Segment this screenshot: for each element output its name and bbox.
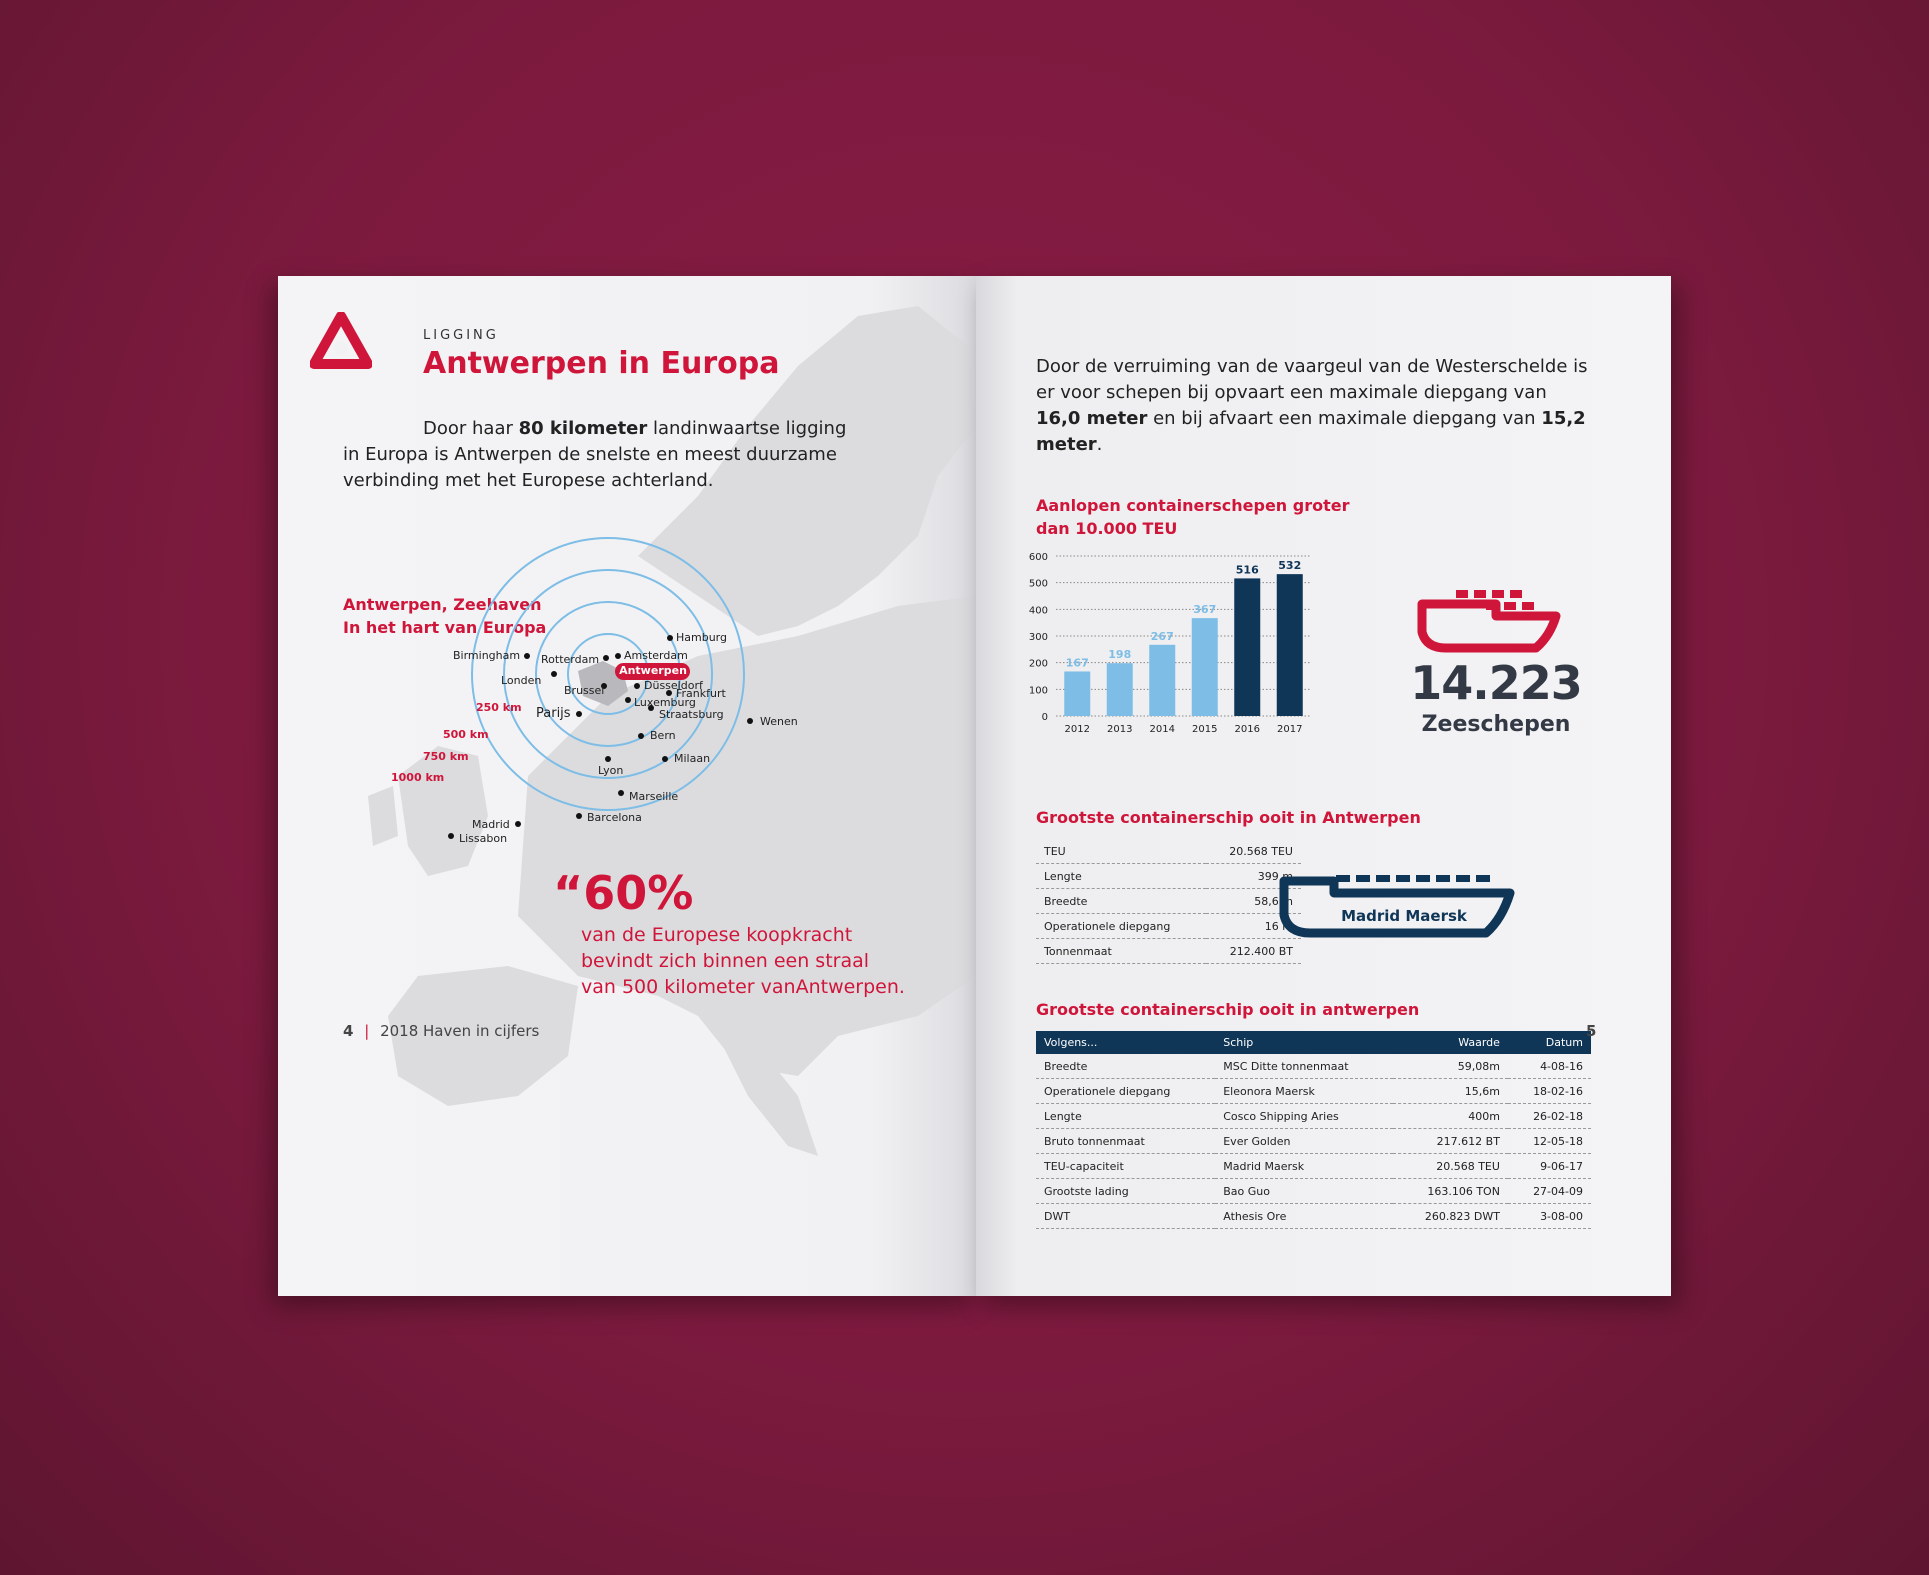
ship-specs-table xyxy=(1036,839,1301,964)
spec-row xyxy=(1036,939,1301,964)
y-tick-label: 600 xyxy=(1028,552,1048,563)
bar-value-label: 532 xyxy=(1278,559,1302,573)
bar-2012 xyxy=(1064,671,1090,716)
record-value: 20.568 TEU xyxy=(1393,1154,1508,1179)
spec-label: Operationele diepgang xyxy=(1036,914,1206,939)
city-label: Barcelona xyxy=(587,811,642,824)
record-date: 27-04-09 xyxy=(1508,1179,1591,1204)
city-label: Wenen xyxy=(760,715,798,728)
map-title-line-2: In het hart van Europa xyxy=(343,618,547,637)
right-page xyxy=(976,276,1671,1296)
quote-line: bevindt zich binnen een straal xyxy=(581,950,870,972)
bar-value-label: 167 xyxy=(1065,656,1089,670)
y-tick-label: 0 xyxy=(1041,712,1048,723)
city-label: Brussel xyxy=(564,684,605,697)
brochure-spread xyxy=(278,276,1671,1296)
record-value: 163.106 TON xyxy=(1393,1179,1508,1204)
table-row xyxy=(1036,1079,1591,1104)
spec-value: 20.568 TEU xyxy=(1206,839,1301,864)
record-date: 12-05-18 xyxy=(1508,1129,1591,1154)
table-row xyxy=(1036,1104,1591,1129)
bar-2017 xyxy=(1277,574,1303,716)
draft-text-end: . xyxy=(1096,434,1103,455)
record-date: 4-08-16 xyxy=(1508,1054,1591,1079)
quote-line: van 500 kilometer vanAntwerpen. xyxy=(581,976,905,998)
quote-text xyxy=(581,922,905,1000)
spec-label: Tonnenmaat xyxy=(1036,939,1206,964)
draft-bold-a: 16,0 meter xyxy=(1036,408,1148,429)
record-value: 400m xyxy=(1393,1104,1508,1129)
page-number: 5 xyxy=(1586,1022,1597,1040)
draft-paragraph xyxy=(1036,354,1596,458)
y-tick-label: 200 xyxy=(1028,658,1048,670)
y-tick-label: 400 xyxy=(1028,605,1048,617)
x-tick-label: 2016 xyxy=(1234,724,1260,735)
city-label: Düsseldorf xyxy=(644,679,703,692)
x-tick-label: 2013 xyxy=(1107,724,1133,735)
chart-title xyxy=(1036,494,1349,540)
record-ship: MSC Ditte tonnenmaat xyxy=(1215,1054,1393,1079)
city-label: Birmingham xyxy=(453,649,521,662)
intro-post: landinwaartse ligging in Europa is Antwerpen de snelste en meest duurzame verbinding met het Europese achterland. xyxy=(343,418,847,491)
city-label: Frankfurt xyxy=(676,687,726,700)
record-value: 15,6m xyxy=(1393,1079,1508,1104)
bar-value-label: 516 xyxy=(1235,563,1259,577)
record-criterion: DWT xyxy=(1036,1204,1215,1229)
spec-value: 58,6 m xyxy=(1206,889,1301,914)
big-number-label: Zeeschepen xyxy=(1421,712,1571,737)
x-tick-label: 2014 xyxy=(1149,724,1175,735)
city-label: Madrid xyxy=(472,818,510,831)
ring-label-500: 500 km xyxy=(443,728,489,741)
bar-value-label: 198 xyxy=(1108,648,1132,662)
spec-label: Breedte xyxy=(1036,889,1206,914)
x-tick-label: 2012 xyxy=(1064,724,1090,735)
bar-2014 xyxy=(1149,645,1175,716)
page-title: Antwerpen in Europa xyxy=(423,346,780,381)
page-number: 4 xyxy=(343,1022,354,1040)
spec-row xyxy=(1036,914,1301,939)
record-value: 217.612 BT xyxy=(1393,1129,1508,1154)
section-kicker: LIGGING xyxy=(423,328,499,343)
city-label: Luxemburg xyxy=(634,696,696,709)
table-row xyxy=(1036,1204,1591,1229)
chart-title-line-2: dan 10.000 TEU xyxy=(1036,519,1178,538)
y-tick-label: 100 xyxy=(1028,685,1048,697)
draft-bold-b: 15,2 meter xyxy=(1036,408,1586,455)
spec-value: 399 m xyxy=(1206,864,1301,889)
big-number: 14.223 xyxy=(1410,656,1582,710)
map-title-line-1: Antwerpen, Zeehaven xyxy=(343,595,542,614)
intro-pre: Door haar xyxy=(423,418,519,439)
city-label: Marseille xyxy=(629,790,679,803)
draft-text-a: Door de verruiming van de vaargeul van de Westerschelde is er voor schepen bij opvaart een maximale diepgang van xyxy=(1036,356,1588,403)
record-date: 18-02-16 xyxy=(1508,1079,1591,1104)
x-tick-label: 2017 xyxy=(1277,724,1303,735)
quote-line: van de Europese koopkracht xyxy=(581,924,853,946)
table-row xyxy=(1036,1179,1591,1204)
quote-number: 60% xyxy=(583,866,694,920)
container-ship-icon xyxy=(1416,586,1561,656)
record-date: 9-06-17 xyxy=(1508,1154,1591,1179)
city-label: Hamburg xyxy=(676,631,727,644)
left-page xyxy=(278,276,976,1296)
map-center-label: Antwerpen xyxy=(619,664,687,677)
table-row xyxy=(1036,1129,1591,1154)
bar-value-label: 267 xyxy=(1150,629,1174,643)
record-criterion: Lengte xyxy=(1036,1104,1215,1129)
spec-row xyxy=(1036,864,1301,889)
intro-bold: 80 kilometer xyxy=(518,418,648,439)
record-ship: Bao Guo xyxy=(1215,1179,1393,1204)
record-date: 26-02-18 xyxy=(1508,1104,1591,1129)
city-label: Lissabon xyxy=(459,832,508,845)
quote-mark: “ xyxy=(553,866,584,920)
y-tick-label: 300 xyxy=(1028,632,1048,643)
record-ship: Madrid Maersk xyxy=(1215,1154,1393,1179)
header-schip: Schip xyxy=(1215,1031,1393,1054)
radius-map xyxy=(278,276,976,1296)
record-date: 3-08-00 xyxy=(1508,1204,1591,1229)
quote-value xyxy=(553,866,693,920)
bar-2013 xyxy=(1107,663,1133,716)
ship-name: Madrid Maersk xyxy=(1341,907,1467,925)
records-title: Grootste containerschip ooit in antwerpen xyxy=(1036,1000,1420,1019)
record-ship: Athesis Ore xyxy=(1215,1204,1393,1229)
madrid-maersk-ship-icon xyxy=(1276,871,1516,941)
records-table xyxy=(1036,1031,1591,1229)
city-label-large: Parijs xyxy=(536,706,571,721)
record-criterion: Breedte xyxy=(1036,1054,1215,1079)
header-datum: Datum xyxy=(1508,1031,1591,1054)
record-value: 59,08m xyxy=(1393,1054,1508,1079)
city-label: Lyon xyxy=(598,764,624,777)
y-tick-label: 500 xyxy=(1028,578,1048,590)
city-label: Straatsburg xyxy=(659,708,724,721)
specs-title: Grootste containerschip ooit in Antwerpen xyxy=(1036,808,1421,827)
record-criterion: Operationele diepgang xyxy=(1036,1079,1215,1104)
record-value: 260.823 DWT xyxy=(1393,1204,1508,1229)
ring-label-250: 250 km xyxy=(476,701,522,714)
spec-label: Lengte xyxy=(1036,864,1206,889)
record-ship: Cosco Shipping Aries xyxy=(1215,1104,1393,1129)
record-criterion: TEU-capaciteit xyxy=(1036,1154,1215,1179)
table-row xyxy=(1036,1154,1591,1179)
footer-separator: | xyxy=(364,1022,370,1040)
bar-chart xyxy=(1026,546,1326,756)
spec-value: 16 m xyxy=(1206,914,1301,939)
bar-2015 xyxy=(1192,618,1218,716)
spec-row xyxy=(1036,889,1301,914)
record-ship: Eleonora Maersk xyxy=(1215,1079,1393,1104)
spec-label: TEU xyxy=(1036,839,1206,864)
record-ship: Ever Golden xyxy=(1215,1129,1393,1154)
city-label: Bern xyxy=(650,729,676,742)
bar-2016 xyxy=(1234,578,1260,716)
header-volgens: Volgens... xyxy=(1036,1031,1215,1054)
bar-value-label: 367 xyxy=(1193,603,1217,617)
chart-title-line-1: Aanlopen containerschepen groter xyxy=(1036,496,1350,515)
ring-label-1000: 1000 km xyxy=(391,771,445,784)
city-label: Rotterdam xyxy=(541,653,600,666)
city-label: Milaan xyxy=(674,752,711,765)
x-tick-label: 2015 xyxy=(1192,724,1218,735)
spec-row xyxy=(1036,839,1301,864)
ring-label-750: 750 km xyxy=(423,750,469,763)
record-criterion: Bruto tonnenmaat xyxy=(1036,1129,1215,1154)
spec-value: 212.400 BT xyxy=(1206,939,1301,964)
city-label: Amsterdam xyxy=(624,649,688,662)
table-row xyxy=(1036,1054,1591,1079)
record-criterion: Grootste lading xyxy=(1036,1179,1215,1204)
footer-text: 2018 Haven in cijfers xyxy=(380,1022,540,1040)
draft-text-b: en bij afvaart een maximale diepgang van xyxy=(1147,408,1542,429)
page-footer xyxy=(343,1022,539,1040)
city-label: Londen xyxy=(501,674,542,687)
header-waarde: Waarde xyxy=(1393,1031,1508,1054)
